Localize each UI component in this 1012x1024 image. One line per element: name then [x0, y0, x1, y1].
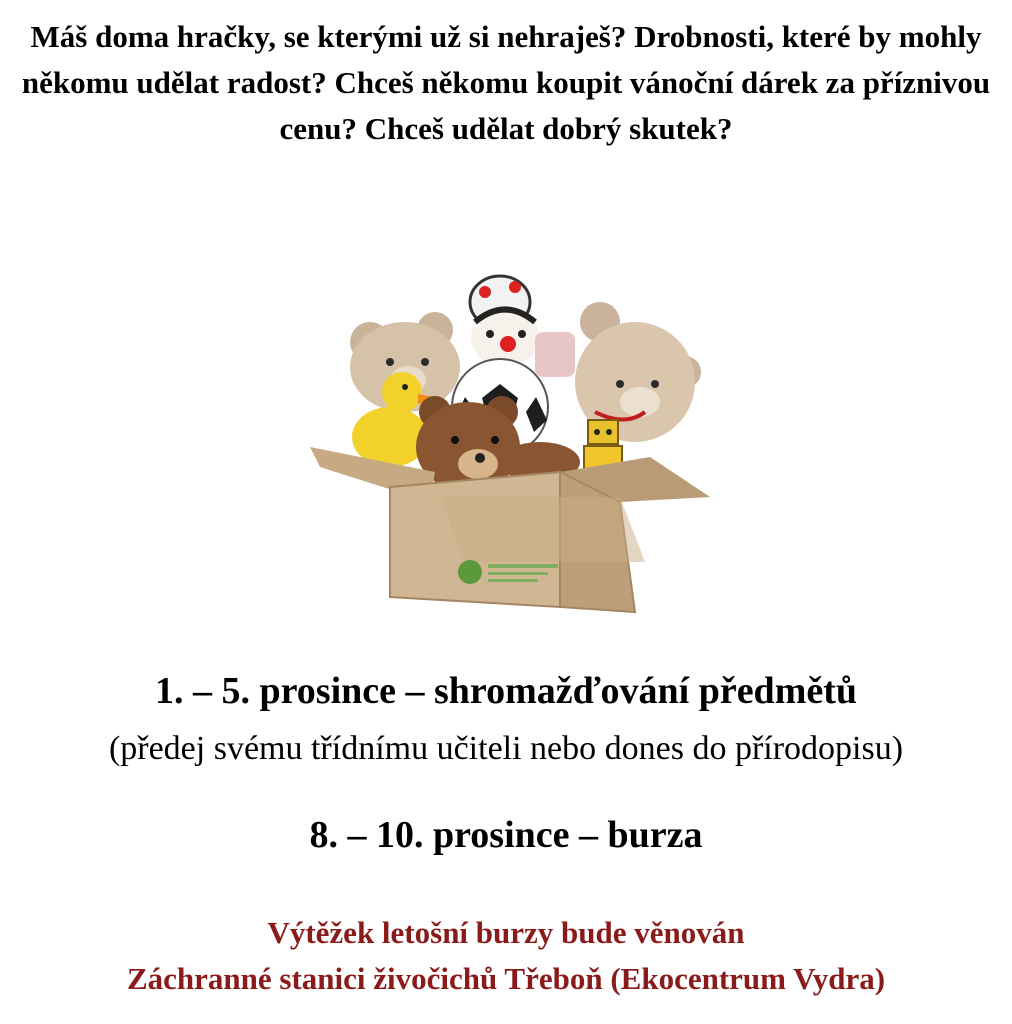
proceeds-note: [0, 910, 1012, 1002]
proceeds-line-1: Výtěžek letošní burzy bude věnován: [267, 915, 745, 950]
collection-period-heading: 1. – 5. prosince – shromažďování předmětů: [154, 670, 858, 712]
fair-period-heading: 8. – 10. prosince – burza: [309, 814, 703, 856]
collection-instructions: (předej svému třídnímu učiteli nebo dones do přírodopisu): [108, 730, 904, 767]
proceeds-line-2: Záchranné stanici živočichů Třeboň (Ekocentrum Vydra): [126, 961, 886, 996]
toy-box-illustration: [290, 262, 730, 632]
intro-text: Máš doma hračky, se kterými už si nehraješ? Drobnosti, které by mohly někomu udělat radost? Chceš někomu koupit vánoční dárek za příznivou cenu? Chceš udělat dobrý skutek?: [21, 19, 991, 146]
